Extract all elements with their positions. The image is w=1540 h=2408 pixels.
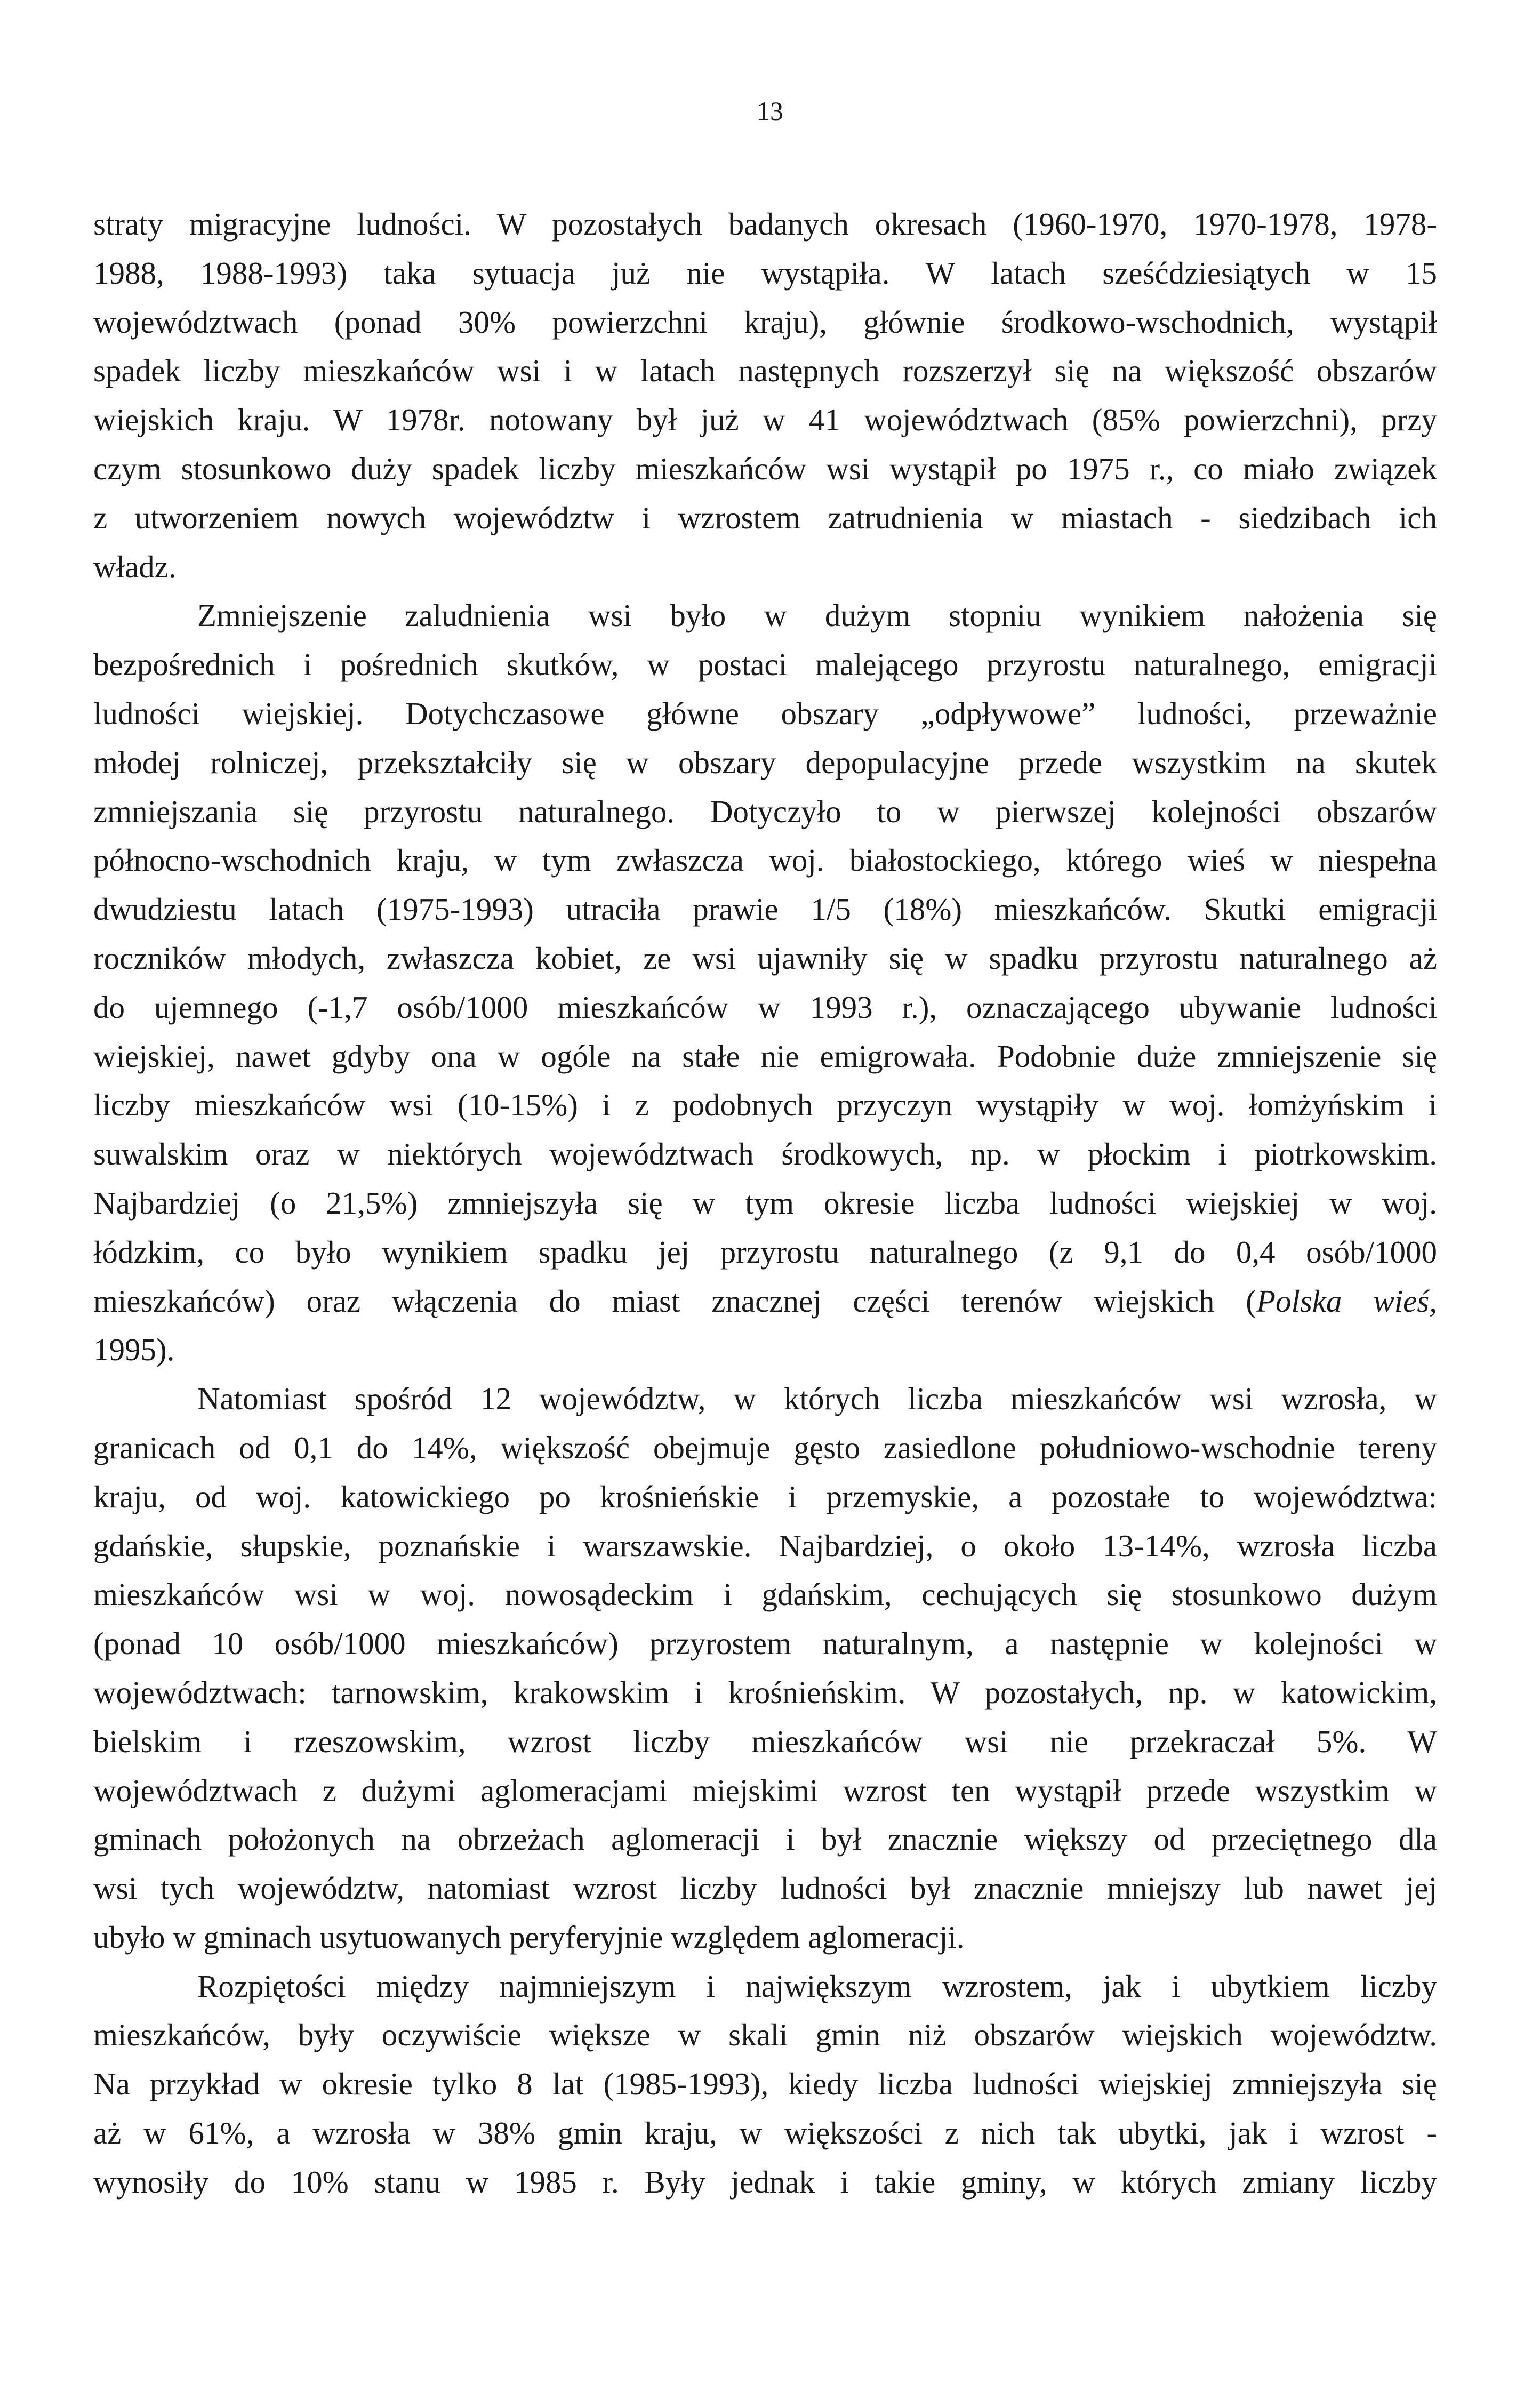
text-line: do ujemnego (-1,7 osób/1000 mieszkańców w 1993 r.), oznaczającego ubywanie ludności — [93, 989, 1437, 1025]
text-body — [93, 200, 1437, 2207]
text-line: województwach z dużymi aglomeracjami miejskimi wzrost ten wystąpił przede wszystkim w — [93, 1772, 1437, 1808]
text-line: bielskim i rzeszowskim, wzrost liczby mieszkańców wsi nie przekraczał 5%. W — [93, 1723, 1437, 1759]
text-line: aż w 61%, a wzrosła w 38% gmin kraju, w większości z nich tak ubytki, jak i wzrost - — [93, 2115, 1437, 2151]
text-line: wynosiły do 10% stanu w 1985 r. Były jednak i takie gminy, w których zmiany liczby — [93, 2164, 1437, 2200]
paragraph-4 — [93, 1962, 1437, 2207]
text-line: władz. — [93, 549, 177, 584]
text-line: wiejskich kraju. W 1978r. notowany był już w 41 województwach (85% powierzchni), przy — [93, 402, 1437, 438]
paragraph-2 — [93, 591, 1437, 1375]
text-line: Natomiast spośród 12 województw, w których liczba mieszkańców wsi wzrosła, w — [197, 1381, 1437, 1417]
text-line: ubyło w gminach usytuowanych peryferyjnie względem aglomeracji. — [93, 1919, 965, 1955]
text-line: młodej rolniczej, przekształciły się w obszary depopulacyjne przede wszystkim na skutek — [93, 744, 1437, 780]
text-line: czym stosunkowo duży spadek liczby mieszkańców wsi wystąpił po 1975 r., co miało związek — [93, 451, 1437, 486]
text-line: 1995). — [93, 1332, 175, 1368]
paragraph-1 — [93, 200, 1437, 591]
text-line: straty migracyjne ludności. W pozostałych badanych okresach (1960-1970, 1970-1978, 1978- — [93, 206, 1437, 242]
text-line: (ponad 10 osób/1000 mieszkańców) przyrostem naturalnym, a następnie w kolejności w — [93, 1626, 1437, 1661]
text-line: północno-wschodnich kraju, w tym zwłaszcza woj. białostockiego, którego wieś w niespełna — [93, 842, 1437, 878]
text-line: Rozpiętości między najmniejszym i największym wzrostem, jak i ubytkiem liczby — [197, 1968, 1437, 2004]
text-line: suwalskim oraz w niektórych województwach środkowych, np. w płockim i piotrkowskim. — [93, 1136, 1437, 1172]
text-line: Najbardziej (o 21,5%) zmniejszyła się w tym okresie liczba ludności wiejskiej w woj. — [93, 1185, 1437, 1221]
text-line: bezpośrednich i pośrednich skutków, w postaci malejącego przyrostu naturalnego, emigracji — [93, 647, 1437, 683]
text-line: gdańskie, słupskie, poznańskie i warszawskie. Najbardziej, o około 13-14%, wzrosła liczba — [93, 1528, 1437, 1563]
text-line: łódzkim, co było wynikiem spadku jej przyrostu naturalnego (z 9,1 do 0,4 osób/1000 — [93, 1234, 1437, 1270]
citation-italic: Polska wieś, — [1256, 1283, 1437, 1319]
page-number: 13 — [757, 96, 783, 126]
text-line-with-citation — [93, 1277, 1437, 1326]
text-line: mieszkańców wsi w woj. nowosądeckim i gdańskim, cechujących się stosunkowo dużym — [93, 1577, 1437, 1612]
text-line: Na przykład w okresie tylko 8 lat (1985-1993), kiedy liczba ludności wiejskiej zmniejszyła się — [93, 2066, 1437, 2102]
text-line: wiejskiej, nawet gdyby ona w ogóle na stałe nie emigrowała. Podobnie duże zmniejszenie się — [93, 1038, 1437, 1074]
text-line: spadek liczby mieszkańców wsi i w latach następnych rozszerzył się na większość obszarów — [93, 353, 1437, 389]
text-line: gminach położonych na obrzeżach aglomeracji i był znacznie większy od przeciętnego dla — [93, 1821, 1437, 1857]
text-line: 1988, 1988-1993) taka sytuacja już nie wystąpiła. W latach sześćdziesiątych w 15 — [93, 255, 1437, 291]
text-line: granicach od 0,1 do 14%, większość obejmuje gęsto zasiedlone południowo-wschodnie tereny — [93, 1430, 1437, 1465]
text-line: kraju, od woj. katowickiego po krośnieńskie i przemyskie, a pozostałe to województwa: — [93, 1479, 1437, 1514]
paragraph-3 — [93, 1375, 1437, 1962]
text-line: mieszkańców, były oczywiście większe w skali gmin niż obszarów wiejskich województw. — [93, 2017, 1437, 2053]
text-line: ludności wiejskiej. Dotychczasowe główne obszary „odpływowe” ludności, przeważnie — [93, 695, 1437, 731]
text-line: dwudziestu latach (1975-1993) utraciła prawie 1/5 (18%) mieszkańców. Skutki emigracji — [93, 892, 1437, 927]
text-line: Zmniejszenie zaludnienia wsi było w dużym stopniu wynikiem nałożenia się — [197, 598, 1437, 633]
text-line: z utworzeniem nowych województw i wzrostem zatrudnienia w miastach - siedzibach ich — [93, 500, 1437, 535]
text-line: roczników młodych, zwłaszcza kobiet, ze wsi ujawniły się w spadku przyrostu naturalnego aż — [93, 940, 1437, 976]
text-line: wsi tych województw, natomiast wzrost liczby ludności był znacznie mniejszy lub nawet jej — [93, 1871, 1437, 1906]
text-line: liczby mieszkańców wsi (10-15%) i z podobnych przyczyn wystąpiły w woj. łomżyńskim i — [93, 1087, 1437, 1123]
text-fragment: mieszkańców) oraz włączenia do miast znacznej części terenów wiejskich ( — [93, 1283, 1256, 1319]
text-line: województwach: tarnowskim, krakowskim i krośnieńskim. W pozostałych, np. w katowickim, — [93, 1674, 1437, 1710]
text-line: województwach (ponad 30% powierzchni kraju), głównie środkowo-wschodnich, wystąpił — [93, 304, 1437, 340]
text-line: zmniejszania się przyrostu naturalnego. Dotyczyło to w pierwszej kolejności obszarów — [93, 793, 1437, 829]
